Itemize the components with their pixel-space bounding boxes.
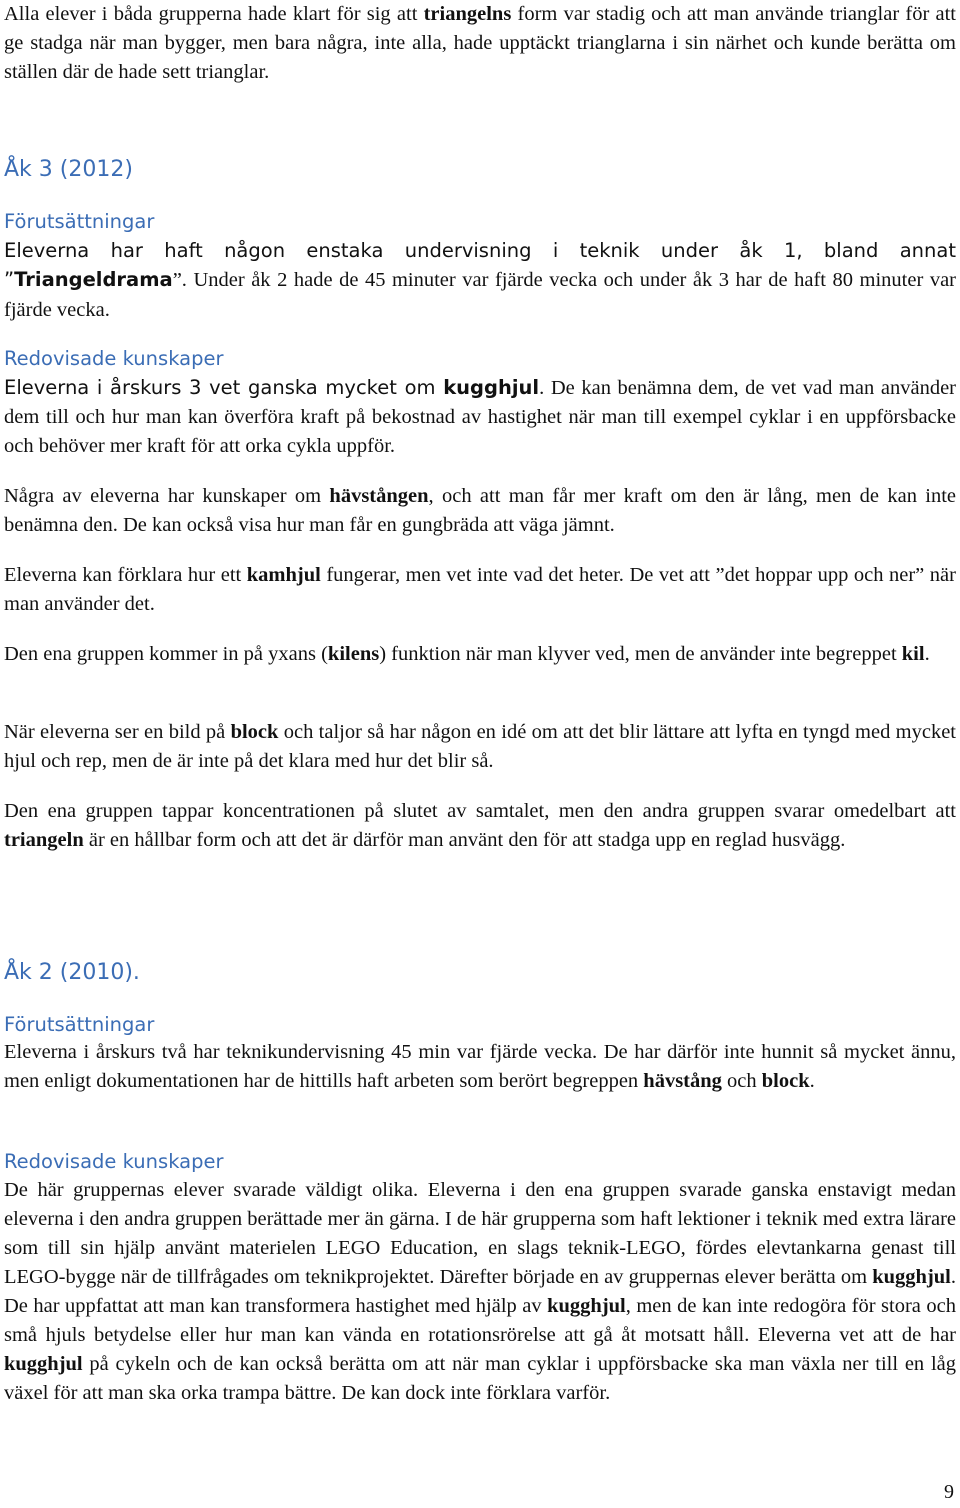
text-run: ) funktion när man klyver ved, men de använder inte begreppet <box>379 643 902 665</box>
bold-term: triangelns <box>423 3 512 25</box>
bold-term: hävstången <box>329 485 429 507</box>
text-run: , och att man får mer kraft om den är lång, men de kan inte benämna den. De kan också visa hur man får en gungbräda att väga jämnt. <box>4 485 957 536</box>
text-run: form var stadig och att man använde trianglar för att ge stadga när man bygger, men bara några, inte alla, hade upptäckt trianglarna i sin närhet och kunde berätta om ställen där de hade sett trianglar. <box>4 3 956 83</box>
bold-term: triangeln <box>4 829 84 851</box>
subheading-knowledge-ak3: Redovisade kunskaper <box>4 347 224 370</box>
subheading-prerequisites-ak2: Förutsättningar <box>4 1013 155 1036</box>
text-run: Eleverna kan förklara hur ett <box>4 564 247 586</box>
text-run: Den ena gruppen kommer in på yxans ( <box>4 643 328 665</box>
bold-term: kilens <box>327 643 380 665</box>
bold-term: kugghjul <box>872 1266 951 1288</box>
knowledge-paragraph-5 <box>4 718 956 776</box>
subheading-knowledge-ak2: Redovisade kunskaper <box>4 1150 224 1173</box>
text-run: och <box>721 1070 762 1092</box>
text-run: De här gruppernas elever svarade väldigt olika. Eleverna i den ena gruppen svarade ganska enstavigt medan eleverna i den andra gruppen berättade mer än gärna. I de här grupperna som haft lektioner i teknik med extra lärare som till sin hjälp använt materielen LEGO Education, en slags teknik-LEGO, fördes elevtankarna genast till LEGO-bygge när de tillfrågades om teknikprojektet. Därefter började en av gruppernas elever berätta om <box>4 1179 956 1288</box>
section-heading-ak3: Åk 3 (2012) <box>4 157 133 182</box>
knowledge-paragraph-1 <box>4 373 956 461</box>
text-run: , men de kan inte redogöra för stora och små hjuls betydelse eller hur man kan vända en rotationsrörelse att gå åt motsatt håll. Eleverna vet att de har <box>4 1295 956 1346</box>
bold-term: hävstång <box>643 1070 722 1092</box>
bold-term: Triangeldrama <box>14 268 173 291</box>
text-run: Alla elever i båda grupperna hade klart för sig att <box>4 3 424 25</box>
bold-term: kugghjul <box>4 1353 83 1375</box>
knowledge-paragraph-3 <box>4 561 956 619</box>
text-run: Den ena gruppen tappar koncentrationen på slutet av samtalet, men den andra gruppen svarar omedelbart att <box>4 800 956 822</box>
bold-term: kamhjul <box>246 564 321 586</box>
page-number: 9 <box>944 1481 954 1503</box>
bold-term: kugghjul <box>547 1295 626 1317</box>
intro-paragraph <box>4 0 956 87</box>
text-run: och taljor så har någon en idé om att det blir lättare att lyfta en tyngd med mycket hjul och rep, men de är inte på det klara med hur det blir så. <box>4 721 956 772</box>
text-run: . <box>924 643 930 665</box>
text-run: ”. Under åk 2 hade de 45 minuter var fjärde vecka och under åk 3 har de haft 80 minuter var fjärde vecka. <box>4 269 956 321</box>
section-heading-ak2: Åk 2 (2010). <box>4 960 140 985</box>
text-run: fungerar, men vet inte vad det heter. De vet att ”det hoppar upp och ner” när man använder det. <box>4 564 956 615</box>
text-run: Eleverna i årskurs två har teknikundervisning 45 min var fjärde vecka. De har därför inte hunnit så mycket ännu, men enligt dokumentationen har de hittills haft arbeten som berört begreppen <box>4 1041 956 1092</box>
text-run: . <box>809 1070 815 1092</box>
text-run: är en hållbar form och att det är därför man använt den för att stadga upp en reglad husvägg. <box>83 829 846 851</box>
text-run: Några av eleverna har kunskaper om <box>4 485 330 507</box>
prerequisites-paragraph-ak2 <box>4 1038 956 1096</box>
text-run: . De kan benämna dem, de vet vad man använder dem till och hur man kan överföra kraft på bekostnad av hastighet när man till exempel cyklar i en uppförsbacke och behöver mer kraft för att orka cykla uppför. <box>4 377 956 457</box>
text-run: Eleverna har haft någon enstaka undervisning i teknik under åk 1, bland annat ” <box>4 239 956 291</box>
knowledge-paragraph-ak2 <box>4 1176 956 1408</box>
bold-term: block <box>761 1070 810 1092</box>
text-run: på cykeln och de kan också berätta om att när man cyklar i uppförsbacke ska man växla ner till en låg växel för att man ska orka trampa bättre. De kan dock inte förklara varför. <box>4 1353 956 1404</box>
prerequisites-paragraph-ak3 <box>4 236 956 325</box>
knowledge-paragraph-6 <box>4 797 956 855</box>
knowledge-paragraph-2 <box>4 482 956 540</box>
text-run: . De har uppfattat att man kan transformera hastighet med hjälp av <box>4 1266 956 1317</box>
bold-term: kil <box>901 643 925 665</box>
bold-term: kugghjul <box>443 376 540 399</box>
bold-term: block <box>230 721 279 743</box>
knowledge-paragraph-4 <box>4 640 956 669</box>
subheading-prerequisites-ak3: Förutsättningar <box>4 210 155 233</box>
text-run: Eleverna i årskurs 3 vet ganska mycket om <box>4 376 444 399</box>
text-run: När eleverna ser en bild på <box>4 721 231 743</box>
